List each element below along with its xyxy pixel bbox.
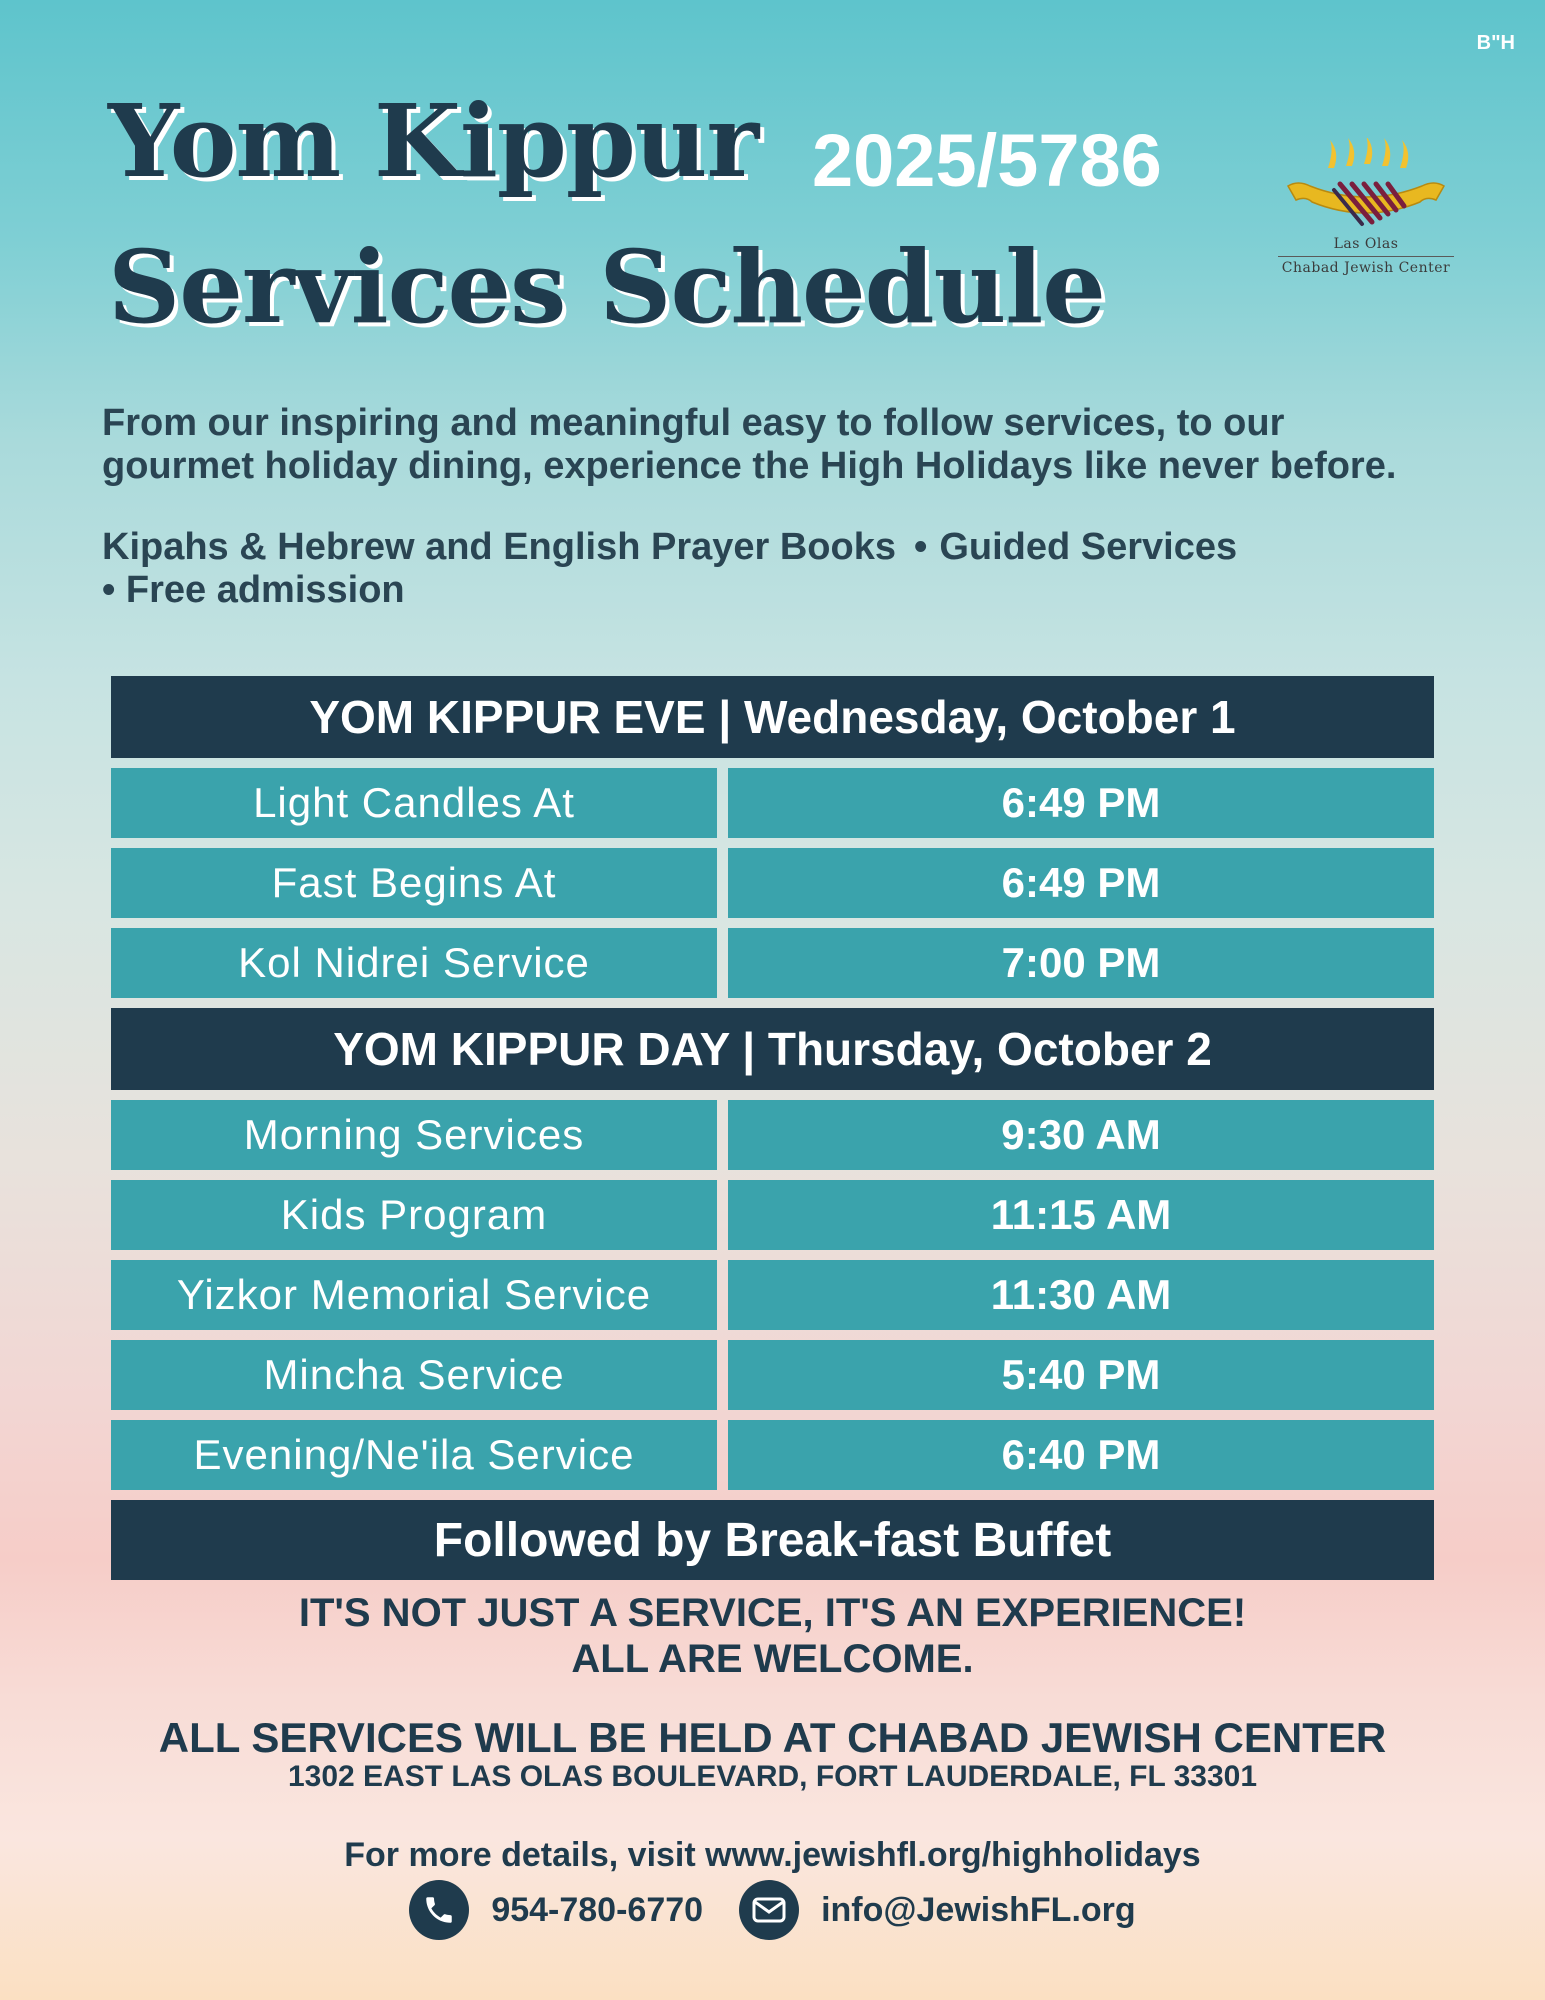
schedule-row-label: Mincha Service <box>111 1340 717 1410</box>
schedule-row <box>111 848 1434 918</box>
schedule-row-label: Yizkor Memorial Service <box>111 1260 717 1330</box>
day-section-header: YOM KIPPUR DAY | Thursday, October 2 <box>111 1008 1434 1090</box>
schedule-row-label: Kol Nidrei Service <box>111 928 717 998</box>
envelope-icon <box>739 1880 799 1940</box>
intro-line2: gourmet holiday dining, experience the High Holidays like never before. <box>102 445 1397 487</box>
schedule-row-label: Light Candles At <box>111 768 717 838</box>
contact-row <box>0 1880 1545 1940</box>
venue-address: 1302 EAST LAS OLAS BOULEVARD, FORT LAUDERDALE, FL 33301 <box>287 1760 1258 1793</box>
schedule-row <box>111 928 1434 998</box>
schedule-row <box>111 1100 1434 1170</box>
schedule-row-time: 5:40 PM <box>728 1340 1434 1410</box>
tagline-line1: IT'S NOT JUST A SERVICE, IT'S AN EXPERIENCE! <box>298 1591 1247 1635</box>
schedule-row-label: Kids Program <box>111 1180 717 1250</box>
logo-text-line1: Las Olas <box>1333 236 1399 252</box>
bullet-separator: • <box>914 526 928 568</box>
feature-free-admission: Free admission <box>125 569 405 611</box>
features-line2 <box>102 569 1502 612</box>
year-label: 2025/5786 <box>812 119 1162 202</box>
schedule-row-time: 6:49 PM <box>728 848 1434 918</box>
tagline <box>0 1590 1545 1682</box>
intro-paragraph <box>102 402 1502 488</box>
venue-heading: ALL SERVICES WILL BE HELD AT CHABAD JEWISH CENTER <box>158 1714 1387 1761</box>
schedule-row-time: 6:40 PM <box>728 1420 1434 1490</box>
logo-divider <box>1278 256 1454 257</box>
page-title-line1: Yom Kippur <box>108 82 759 200</box>
phone-number[interactable]: 954-780-6770 <box>491 1890 704 1929</box>
phone-icon <box>409 1880 469 1940</box>
logo-text-line2: Chabad Jewish Center <box>1281 260 1451 276</box>
intro-line1: From our inspiring and meaningful easy to follow services, to our <box>102 402 1285 444</box>
bh-marker: B"H <box>1476 32 1515 54</box>
schedule-row <box>111 1260 1434 1330</box>
schedule-row-time: 11:15 AM <box>728 1180 1434 1250</box>
menorah-logo-icon <box>1268 138 1464 236</box>
schedule-row <box>111 768 1434 838</box>
eve-section-header: YOM KIPPUR EVE | Wednesday, October 1 <box>111 676 1434 758</box>
schedule-row-time: 6:49 PM <box>728 768 1434 838</box>
schedule-row-time: 7:00 PM <box>728 928 1434 998</box>
schedule-row-label: Fast Begins At <box>111 848 717 918</box>
details-link[interactable]: For more details, visit www.jewishfl.org/highholidays <box>344 1836 1201 1874</box>
organization-logo <box>1268 138 1464 288</box>
email-contact[interactable] <box>739 1880 1136 1940</box>
features-list <box>102 526 1502 612</box>
schedule-table <box>111 676 1434 1580</box>
features-line1 <box>102 526 1502 569</box>
schedule-row-label: Evening/Ne'ila Service <box>111 1420 717 1490</box>
phone-contact[interactable] <box>409 1880 703 1940</box>
feature-guided-services: Guided Services <box>939 526 1238 568</box>
schedule-row-time: 11:30 AM <box>728 1260 1434 1330</box>
page-title-line2: Services Schedule <box>108 228 1105 346</box>
tagline-line2: ALL ARE WELCOME. <box>571 1637 974 1681</box>
feature-prayer-books: Kipahs & Hebrew and English Prayer Books <box>102 526 896 568</box>
schedule-row-label: Morning Services <box>111 1100 717 1170</box>
bullet-separator: • <box>102 569 116 611</box>
email-address[interactable]: info@JewishFL.org <box>821 1890 1136 1929</box>
break-fast-banner: Followed by Break-fast Buffet <box>111 1500 1434 1580</box>
schedule-row <box>111 1180 1434 1250</box>
schedule-row <box>111 1420 1434 1490</box>
schedule-row <box>111 1340 1434 1410</box>
schedule-row-time: 9:30 AM <box>728 1100 1434 1170</box>
